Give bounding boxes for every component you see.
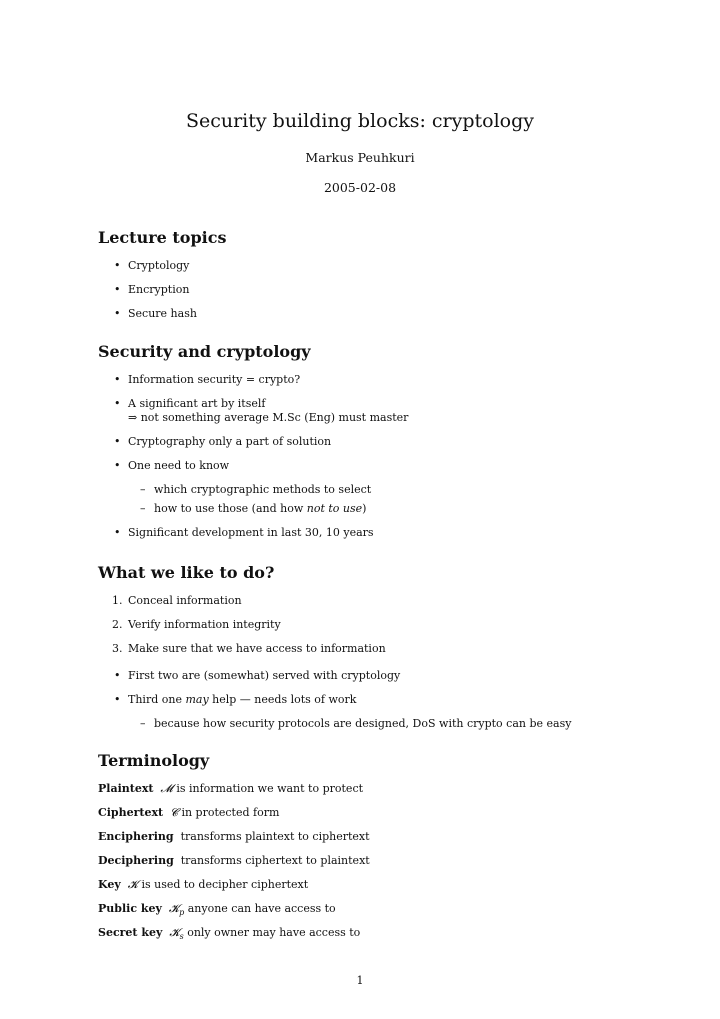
term-public-key: Public key 𝓚$_p$ anyone can have access to <box>98 902 336 918</box>
section-heading: Terminology <box>98 751 210 770</box>
bullet: • <box>114 669 121 682</box>
section-security-and-cryptology <box>98 342 658 540</box>
dash: – <box>140 717 146 730</box>
document-title: Security building blocks: cryptology <box>185 110 535 132</box>
section-heading: Lecture topics <box>98 228 227 247</box>
term-ciphertext: Ciphertext 𝓒 in protected form <box>98 806 280 819</box>
sub-list-item: – how to use those (and how not to use) <box>140 502 367 515</box>
bullet: • <box>114 259 121 272</box>
list-item: • One need to know <box>114 459 230 472</box>
list-item: • A significant art by itself ⇒ not something average M.Sc (Eng) must master <box>114 397 409 424</box>
page-number: 1 <box>356 974 364 987</box>
bullet: • <box>114 693 121 706</box>
bullet: • <box>114 307 121 320</box>
bullet: • <box>114 397 121 410</box>
numbered-item: 2. Verify information integrity <box>112 618 281 631</box>
list-item: • Third one may help — needs lots of work <box>114 693 357 706</box>
bullet: • <box>114 283 121 296</box>
author: Markus Peuhkuri <box>305 150 415 165</box>
bullet: • <box>114 435 121 448</box>
term-secret-key: Secret key 𝓚$_s$ only owner may have access to <box>98 926 361 942</box>
dash: – <box>140 502 146 515</box>
section-terminology <box>98 751 658 940</box>
sub-list-item: – which cryptographic methods to select <box>140 483 372 496</box>
list-item: • Encryption <box>114 283 190 296</box>
sub-list-item: – because how security protocols are designed, DoS with crypto can be easy <box>140 717 572 730</box>
bullet: • <box>114 459 121 472</box>
list-item: • First two are (somewhat) served with cryptology <box>114 669 401 682</box>
section-what-we-like-to-do <box>98 563 658 731</box>
date: 2005-02-08 <box>323 180 397 195</box>
term-deciphering: Deciphering transforms ciphertext to plaintext <box>98 854 370 867</box>
term-enciphering: Enciphering transforms plaintext to ciphertext <box>98 830 370 843</box>
section-heading: Security and cryptology <box>98 342 311 361</box>
list-item: • Secure hash <box>114 307 197 320</box>
list-item: • Cryptology <box>114 259 190 272</box>
term-plaintext: Plaintext 𝓜 is information we want to protect <box>98 782 364 795</box>
list-item: • Cryptography only a part of solution <box>114 435 332 448</box>
dash: – <box>140 483 146 496</box>
bullet: • <box>114 526 121 539</box>
numbered-item: 1. Conceal information <box>112 594 242 607</box>
term-key: Key 𝓚 is used to decipher ciphertext <box>98 878 309 891</box>
bullet: • <box>114 373 121 386</box>
numbered-item: 3. Make sure that we have access to information <box>112 642 386 655</box>
list-item: • Information security = crypto? <box>114 373 301 386</box>
section-lecture-topics <box>98 228 658 321</box>
section-heading: What we like to do? <box>98 563 275 582</box>
list-item: • Significant development in last 30, 10 years <box>114 526 374 539</box>
